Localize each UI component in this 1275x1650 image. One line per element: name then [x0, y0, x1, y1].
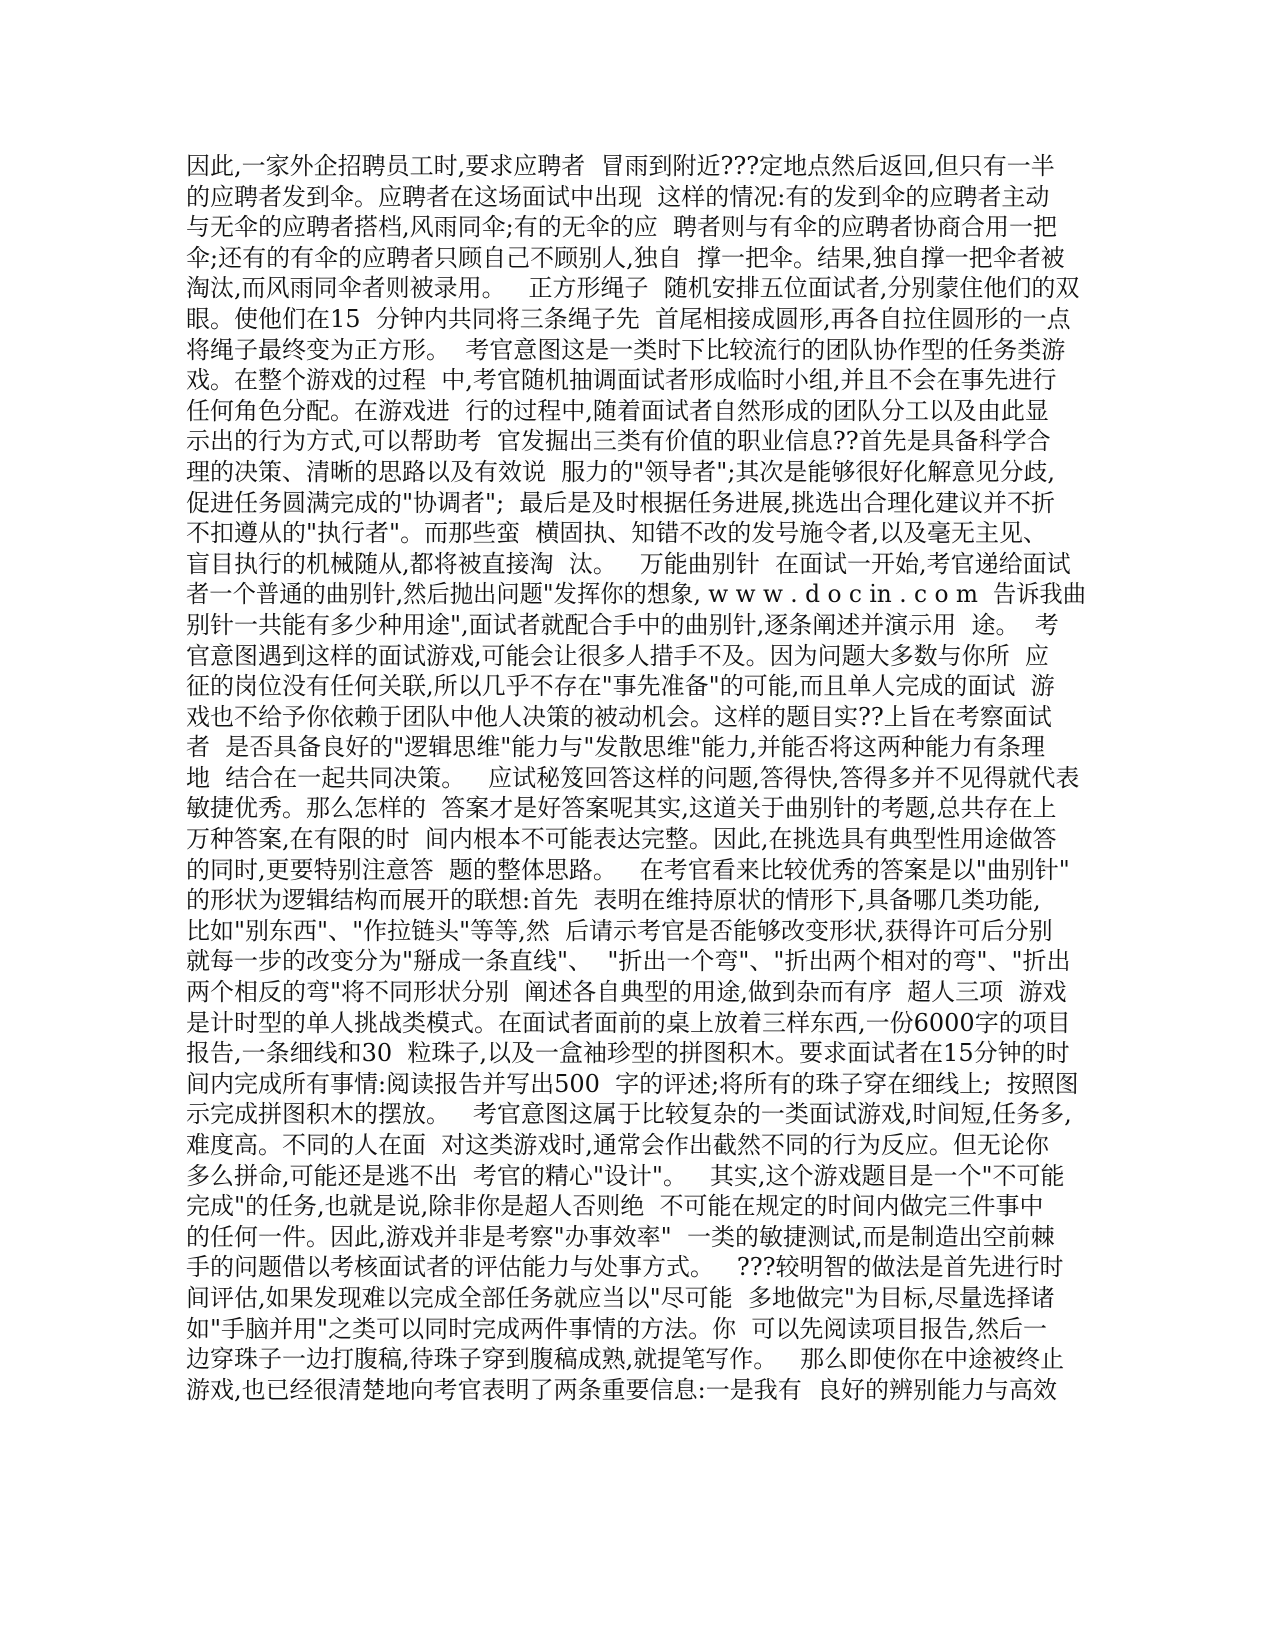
text-line: 别针一共能有多少种用途",面试者就配合手中的曲别针,逐条阐述并演示用 途。 考: [186, 610, 1059, 639]
text-line: 报告,一条细线和30 粒珠子,以及一盒袖珍型的拼图积木。要求面试者在15分钟的时: [186, 1039, 1070, 1068]
text-line: 戏也不给予你依赖于团队中他人决策的被动机会。这样的题目实??上旨在考察面试: [186, 702, 1052, 731]
text-line: 与无伞的应聘者搭档,风雨同伞;有的无伞的应 聘者则与有伞的应聘者协商合用一把: [186, 213, 1057, 242]
text-line: 敏捷优秀。那么怎样的 答案才是好答案呢其实,这道关于曲别针的考题,总共存在上: [186, 794, 1057, 823]
text-line: 是计时型的单人挑战类模式。在面试者面前的桌上放着三样东西,一份6000字的项目: [186, 1008, 1071, 1037]
text-line: 间内完成所有事情:阅读报告并写出500 字的评述;将所有的珠子穿在细线上; 按照图: [186, 1069, 1079, 1098]
text-line: 眼。使他们在15 分钟内共同将三条绳子先 首尾相接成圆形,再各自拉住圆形的一点: [186, 304, 1071, 333]
text-line: 万种答案,在有限的时 间内根本不可能表达完整。因此,在挑选具有典型性用途做答: [186, 825, 1057, 854]
text-line: 淘汰,而风雨同伞者则被录用。 正方形绳子 随机安排五位面试者,分别蒙住他们的双: [186, 274, 1080, 303]
text-line: 示出的行为方式,可以帮助考 官发掘出三类有价值的职业信息??首先是具备科学合: [186, 427, 1051, 456]
body-text: [186, 151, 1086, 1405]
text-line: 如"手脑并用"之类可以同时完成两件事情的方法。你 可以先阅读项目报告,然后一: [186, 1314, 1047, 1343]
text-line: 促进任务圆满完成的"协调者"; 最后是及时根据任务进展,挑选出合理化建议并不折: [186, 488, 1056, 517]
text-line: 戏。在整个游戏的过程 中,考官随机抽调面试者形成临时小组,并且不会在事先进行: [186, 366, 1057, 395]
text-line: 任何角色分配。在游戏进 行的过程中,随着面试者自然形成的团队分工以及由此显: [186, 396, 1049, 425]
text-line: 比如"别东西"、"作拉链头"等等,然 后请示考官是否能够改变形状,获得许可后分别: [186, 916, 1053, 945]
text-line: 难度高。不同的人在面 对这类游戏时,通常会作出截然不同的行为反应。但无论你: [186, 1131, 1049, 1159]
text-line: 完成"的任务,也就是说,除非你是超人否则绝 不可能在规定的时间内做完三件事中: [186, 1192, 1044, 1221]
text-line: 多么拼命,可能还是逃不出 考官的精心"设计"。 其实,这个游戏题目是一个"不可能: [186, 1161, 1065, 1190]
text-line: 游戏,也已经很清楚地向考官表明了两条重要信息:一是我有 良好的辨别能力与高效: [186, 1375, 1057, 1404]
text-line: 盲目执行的机械随从,都将被直接淘 汰。 万能曲别针 在面试一开始,考官递给面试: [186, 549, 1071, 578]
text-line: 边穿珠子一边打腹稿,待珠子穿到腹稿成熟,就提笔写作。 那么即使你在中途被终止: [186, 1345, 1065, 1374]
text-line: 理的决策、清晰的思路以及有效说 服力的"领导者";其次是能够很好化解意见分歧,: [186, 457, 1056, 486]
text-line: 示完成拼图积木的摆放。 考官意图这属于比较复杂的一类面试游戏,时间短,任务多,: [186, 1100, 1072, 1129]
text-line: 征的岗位没有任何关联,所以几乎不存在"事先准备"的可能,而且单人完成的面试 游: [186, 672, 1055, 701]
text-line: 两个相反的弯"将不同形状分别 阐述各自典型的用途,做到杂而有序 超人三项 游戏: [186, 978, 1067, 1007]
text-line: 因此,一家外企招聘员工时,要求应聘者 冒雨到附近???定地点然后返回,但只有一半: [186, 152, 1055, 180]
text-line: 的同时,更要特别注意答 题的整体思路。 在考官看来比较优秀的答案是以"曲别针": [186, 855, 1070, 884]
text-line: 者一个普通的曲别针,然后抛出问题"发挥你的想象, w w w . d o c in . c o m 告诉我曲: [186, 580, 1087, 609]
text-line: 官意图遇到这样的面试游戏,可能会让很多人措手不及。因为问题大多数与你所 应: [186, 641, 1049, 670]
text-line: 的形状为逻辑结构而展开的联想:首先 表明在维持原状的情形下,具备哪几类功能,: [186, 886, 1041, 915]
text-line: 的任何一件。因此,游戏并非是考察"办事效率" 一类的敏捷测试,而是制造出空前棘: [186, 1222, 1055, 1251]
text-line: 将绳子最终变为正方形。 考官意图这是一类时下比较流行的团队协作型的任务类游: [186, 335, 1066, 364]
text-line: 间评估,如果发现难以完成全部任务就应当以"尽可能 多地做完"为目标,尽量选择诸: [186, 1283, 1055, 1312]
text-line: 者 是否具备良好的"逻辑思维"能力与"发散思维"能力,并能否将这两种能力有条理: [186, 733, 1046, 762]
text-line: 地 结合在一起共同决策。 应试秘笈回答这样的问题,答得快,答得多并不见得就代表: [186, 763, 1080, 792]
text-line: 手的问题借以考核面试者的评估能力与处事方式。 ???较明智的做法是首先进行时: [186, 1253, 1064, 1282]
text-line: 就每一步的改变分为"掰成一条直线"、 "折出一个弯"、"折出两个相对的弯"、"折出: [186, 947, 1071, 976]
text-line: 不扣遵从的"执行者"。而那些蛮 横固执、知错不改的发号施令者,以及毫无主见、: [186, 519, 1047, 548]
text-line: 伞;还有的有伞的应聘者只顾自己不顾别人,独自 撑一把伞。结果,独自撑一把伞者被: [186, 243, 1065, 272]
text-line: 的应聘者发到伞。应聘者在这场面试中出现 这样的情况:有的发到伞的应聘者主动: [186, 182, 1050, 211]
